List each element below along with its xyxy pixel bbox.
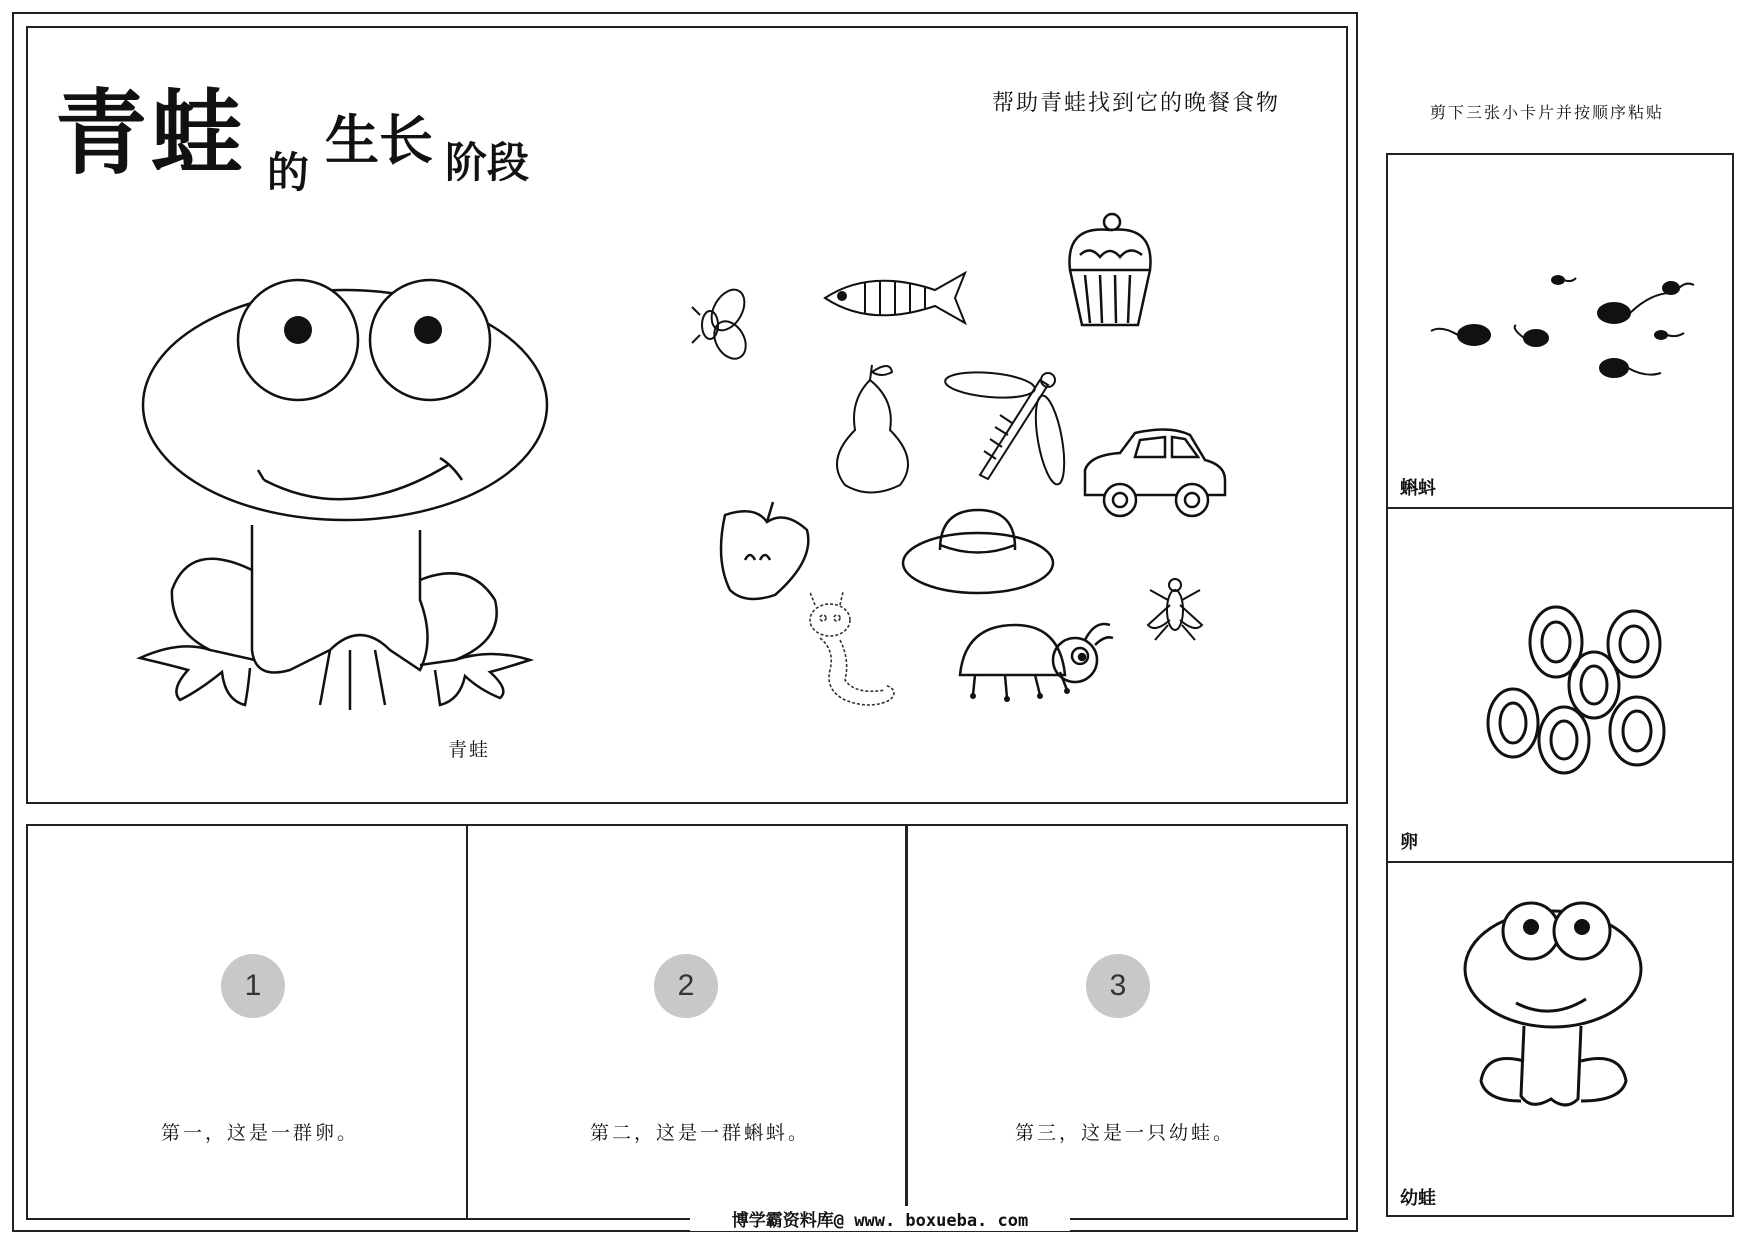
food-instruction: 帮助青蛙找到它的晚餐食物 bbox=[992, 91, 1281, 116]
cupcake-icon bbox=[1060, 205, 1160, 335]
hat-icon bbox=[900, 505, 1055, 600]
stage-divider-1 bbox=[466, 824, 468, 1220]
fish-icon bbox=[820, 268, 970, 328]
housefly-icon bbox=[1140, 565, 1210, 645]
card-froglet-label: 幼蛙 bbox=[1400, 1188, 1436, 1209]
frog-illustration bbox=[0, 0, 600, 780]
card-tadpoles-label: 蝌蚪 bbox=[1400, 478, 1436, 499]
froglet-illustration bbox=[1386, 861, 1734, 1217]
stage-2-number: 2 bbox=[654, 954, 718, 1018]
pear-icon bbox=[820, 360, 920, 495]
stage-1-number: 1 bbox=[221, 954, 285, 1018]
footer-watermark: 博学霸资料库@ www. boxueba. com bbox=[690, 1206, 1070, 1231]
frog-eggs-illustration bbox=[1386, 507, 1734, 863]
stage-1-text: 第一，这是一群卵。 bbox=[160, 1122, 359, 1144]
fly-icon bbox=[690, 285, 750, 365]
stages-panel bbox=[26, 824, 1348, 1220]
car-icon bbox=[1080, 425, 1230, 525]
stage-divider-2 bbox=[905, 824, 908, 1208]
stage-2-text: 第二，这是一群蝌蚪。 bbox=[589, 1122, 810, 1144]
dragonfly-icon bbox=[940, 365, 1070, 490]
card-eggs-label: 卵 bbox=[1400, 832, 1418, 853]
tadpoles-illustration bbox=[1386, 153, 1734, 509]
stage-3-text: 第三，这是一只幼蛙。 bbox=[1014, 1122, 1235, 1144]
stage-3-number: 3 bbox=[1086, 954, 1150, 1018]
caterpillar-icon bbox=[795, 590, 910, 725]
ladybug-icon bbox=[955, 620, 1115, 705]
page-title: 青蛙 的生长 阶段 bbox=[55, 80, 530, 197]
frog-label: 青蛙 bbox=[448, 739, 491, 761]
cut-instruction: 剪下三张小卡片并按顺序粘贴 bbox=[1430, 103, 1665, 122]
